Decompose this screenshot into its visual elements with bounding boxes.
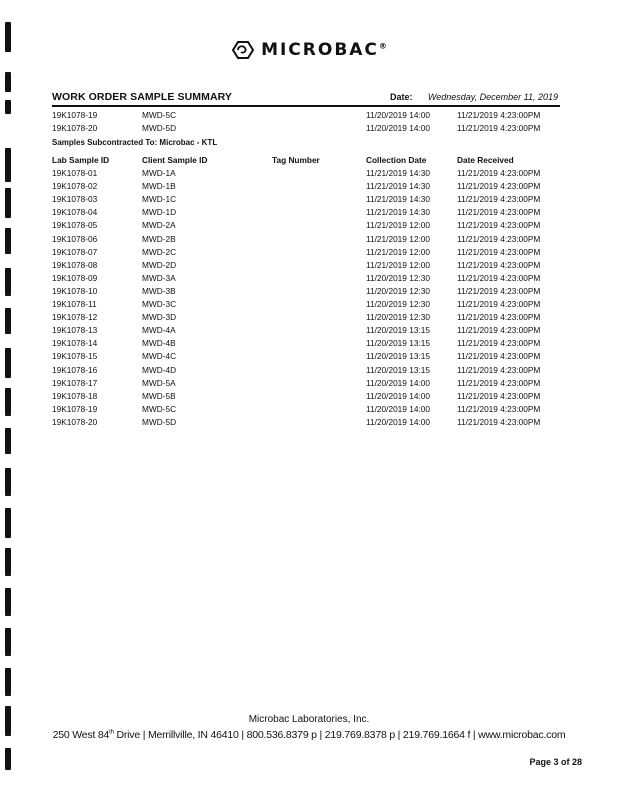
lab-sample-id: 19K1078-08 [52, 259, 98, 270]
client-sample-id: MWD-2A [142, 220, 176, 231]
binder-mark [5, 668, 11, 696]
page-number: Page 3 of 28 [529, 757, 582, 767]
lab-sample-id: 19K1078-20 [52, 123, 98, 133]
column-header-collection-date: Collection Date [366, 155, 427, 165]
binder-mark [5, 268, 11, 296]
binder-mark [5, 228, 11, 254]
client-sample-id: MWD-4D [142, 364, 177, 375]
report-title: WORK ORDER SAMPLE SUMMARY [52, 91, 233, 103]
lab-sample-id: 19K1078-11 [52, 299, 97, 309]
date-label: Date: [390, 92, 413, 102]
subcontract-heading: Samples Subcontracted To: Microbac - KTL [52, 138, 218, 147]
binder-mark [5, 72, 11, 92]
client-sample-id: MWD-5B [142, 390, 176, 401]
client-sample-id: MWD-5A [142, 377, 176, 388]
collection-date: 11/20/2019 13:15 [366, 364, 430, 375]
column-header-tag-number: Tag Number [272, 155, 320, 165]
client-sample-id: MWD-5C [142, 110, 177, 120]
lab-sample-id: 19K1078-15 [52, 351, 98, 362]
collection-date: 11/20/2019 13:15 [366, 351, 430, 362]
date-received: 11/21/2019 4:23:00PM [457, 299, 541, 309]
lab-sample-id: 19K1078-04 [52, 207, 98, 218]
lab-sample-id: 19K1078-14 [52, 338, 98, 349]
date-received: 11/21/2019 4:23:00PM [457, 123, 541, 133]
collection-date: 11/20/2019 14:00 [366, 403, 430, 414]
date-received: 11/21/2019 4:23:00PM [457, 377, 541, 388]
lab-sample-id: 19K1078-20 [52, 416, 98, 427]
company-logo [0, 40, 618, 65]
lab-sample-id: 19K1078-17 [52, 377, 98, 388]
client-sample-id: MWD-5C [142, 403, 177, 414]
client-sample-id: MWD-4B [142, 338, 176, 349]
collection-date: 11/21/2019 14:30 [366, 207, 430, 218]
binder-mark [5, 628, 11, 656]
date-received: 11/21/2019 4:23:00PM [457, 220, 541, 231]
client-sample-id: MWD-1D [142, 207, 177, 218]
date-received: 11/21/2019 4:23:00PM [457, 168, 541, 178]
binder-mark [5, 588, 11, 616]
date-received: 11/21/2019 4:23:00PM [457, 194, 541, 205]
collection-date: 11/20/2019 12:30 [366, 312, 430, 323]
report-header [52, 93, 560, 107]
binder-mark [5, 468, 11, 496]
client-sample-id: MWD-1C [142, 194, 177, 205]
client-sample-id: MWD-3B [142, 285, 176, 296]
lab-sample-id: 19K1078-01 [52, 168, 98, 178]
collection-date: 11/20/2019 14:00 [366, 416, 430, 427]
client-sample-id: MWD-1A [142, 168, 176, 178]
date-received: 11/21/2019 4:23:00PM [457, 403, 541, 414]
collection-date: 11/20/2019 14:00 [366, 377, 430, 388]
lab-sample-id: 19K1078-10 [52, 285, 98, 296]
client-sample-id: MWD-3C [142, 299, 177, 309]
client-sample-id: MWD-1B [142, 181, 176, 192]
client-sample-id: MWD-4C [142, 351, 177, 362]
lab-sample-id: 19K1078-05 [52, 220, 98, 231]
client-sample-id: MWD-5D [142, 123, 177, 133]
lab-sample-id: 19K1078-06 [52, 233, 98, 244]
date-received: 11/21/2019 4:23:00PM [457, 181, 541, 192]
binder-mark [5, 548, 11, 576]
date-received: 11/21/2019 4:23:00PM [457, 364, 541, 375]
collection-date: 11/21/2019 12:00 [366, 233, 430, 244]
date-received: 11/21/2019 4:23:00PM [457, 351, 541, 362]
report-date: Wednesday, December 11, 2019 [427, 92, 558, 102]
lab-sample-id: 19K1078-18 [52, 390, 98, 401]
footer-company-name: Microbac Laboratories, Inc. [248, 714, 370, 725]
binder-mark [5, 508, 11, 538]
footer-address: 250 West 84th Drive | Merrillville, IN 46410 | 800.536.8379 p | 219.769.8378 p | 219.769.1664 f | www.microbac.com [52, 729, 566, 741]
column-header-date-received: Date Received [457, 155, 514, 165]
date-received: 11/21/2019 4:23:00PM [457, 246, 541, 257]
date-received: 11/21/2019 4:23:00PM [457, 272, 541, 283]
binder-mark [5, 308, 11, 334]
client-sample-id: MWD-2D [142, 259, 177, 270]
collection-date: 11/20/2019 13:15 [366, 338, 430, 349]
date-received: 11/21/2019 4:23:00PM [457, 110, 541, 120]
collection-date: 11/21/2019 14:30 [366, 194, 430, 205]
client-sample-id: MWD-2B [142, 233, 176, 244]
lab-sample-id: 19K1078-19 [52, 110, 98, 120]
collection-date: 11/21/2019 12:00 [366, 259, 430, 270]
lab-sample-id: 19K1078-02 [52, 181, 98, 192]
collection-date: 11/20/2019 12:30 [366, 272, 430, 283]
client-sample-id: MWD-5D [142, 416, 177, 427]
date-received: 11/21/2019 4:23:00PM [457, 416, 541, 427]
client-sample-id: MWD-3D [142, 312, 177, 323]
collection-date: 11/21/2019 12:00 [366, 246, 430, 257]
binder-mark [5, 188, 11, 218]
collection-date: 11/20/2019 12:30 [366, 285, 430, 296]
column-header-client-id: Client Sample ID [142, 155, 208, 165]
date-received: 11/21/2019 4:23:00PM [457, 259, 541, 270]
collection-date: 11/21/2019 14:30 [366, 181, 430, 192]
date-received: 11/21/2019 4:23:00PM [457, 285, 541, 296]
collection-date: 11/21/2019 14:30 [366, 168, 430, 178]
client-sample-id: MWD-4A [142, 325, 176, 336]
binder-mark [5, 348, 11, 378]
date-received: 11/21/2019 4:23:00PM [457, 233, 541, 244]
date-received: 11/21/2019 4:23:00PM [457, 390, 541, 401]
lab-sample-id: 19K1078-09 [52, 272, 98, 283]
binder-mark [5, 428, 11, 454]
client-sample-id: MWD-2C [142, 246, 177, 257]
binder-mark [5, 100, 11, 114]
collection-date: 11/21/2019 12:00 [366, 220, 430, 231]
date-received: 11/21/2019 4:23:00PM [457, 207, 541, 218]
column-header-lab-id: Lab Sample ID [52, 155, 110, 165]
date-received: 11/21/2019 4:23:00PM [457, 338, 541, 349]
collection-date: 11/20/2019 14:00 [366, 110, 430, 120]
binder-mark [5, 388, 11, 416]
collection-date: 11/20/2019 13:15 [366, 325, 430, 336]
lab-sample-id: 19K1078-03 [52, 194, 98, 205]
lab-sample-id: 19K1078-16 [52, 364, 98, 375]
binder-mark [5, 748, 11, 770]
lab-sample-id: 19K1078-07 [52, 246, 98, 257]
date-received: 11/21/2019 4:23:00PM [457, 312, 541, 323]
logo-text: MICROBAC® [261, 40, 387, 60]
client-sample-id: MWD-3A [142, 272, 176, 283]
lab-sample-id: 19K1078-13 [52, 325, 98, 336]
collection-date: 11/20/2019 14:00 [366, 123, 430, 133]
lab-sample-id: 19K1078-12 [52, 312, 98, 323]
collection-date: 11/20/2019 12:30 [366, 299, 430, 309]
collection-date: 11/20/2019 14:00 [366, 390, 430, 401]
microbac-logo-icon [231, 40, 255, 60]
binder-mark [5, 148, 11, 182]
lab-sample-id: 19K1078-19 [52, 403, 98, 414]
date-received: 11/21/2019 4:23:00PM [457, 325, 541, 336]
